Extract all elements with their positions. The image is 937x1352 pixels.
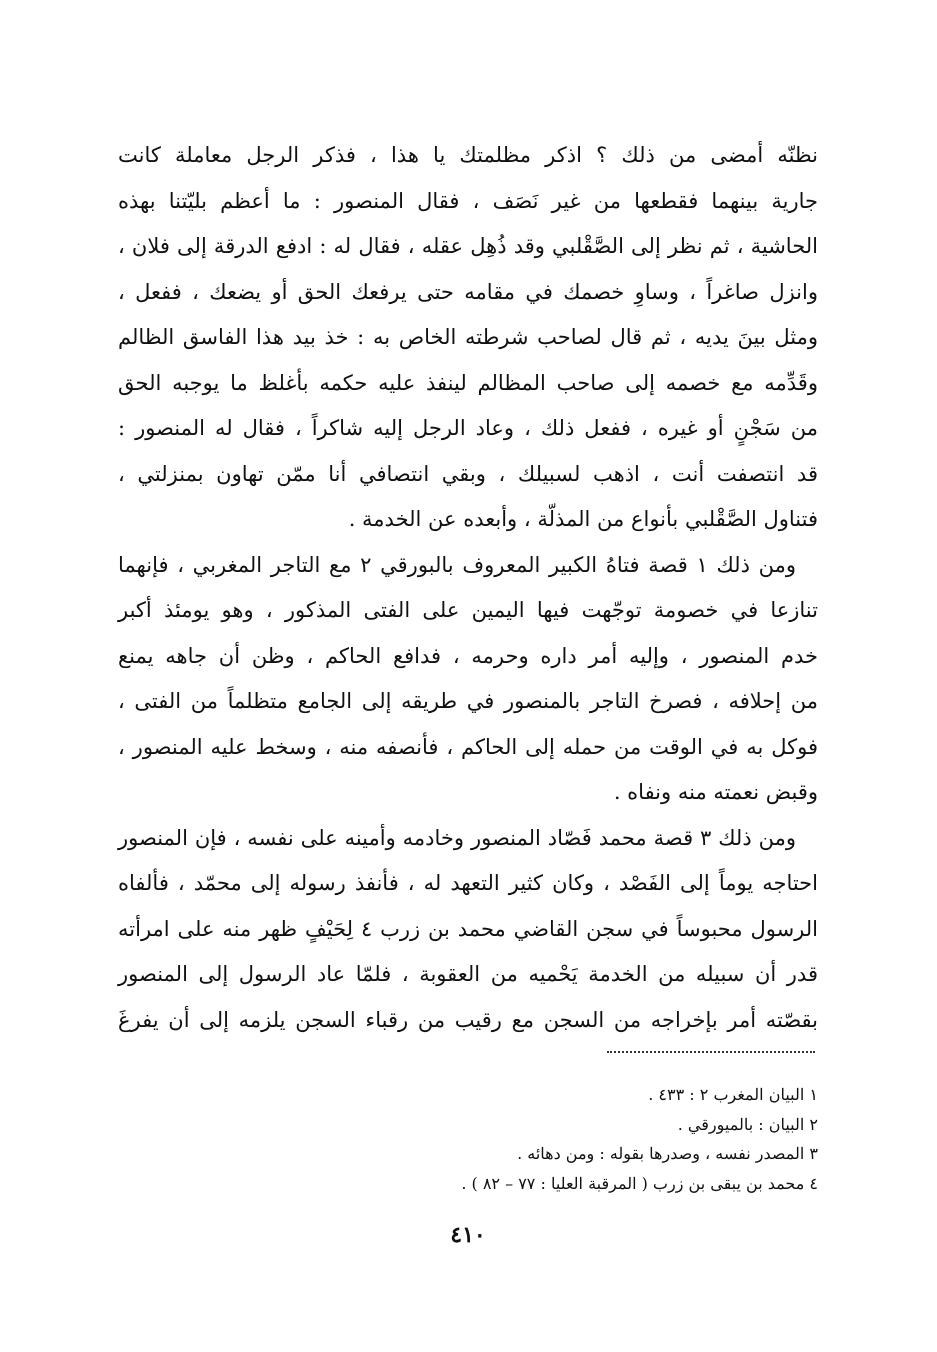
text-line: وقَدِّمه مع خصمه إلى صاحب المظالم لينفذ عليه حكمه بأغلظ ما يوجبه الحق xyxy=(118,370,818,395)
text-line: وقبض نعمته منه ونفاه . xyxy=(613,780,818,804)
text-line: الحاشية ، ثم نظر إلى الصَّقْلبي وقد ذُهِل عقله ، فقال له : ادفع الدرقة إلى فلان ، xyxy=(118,234,818,258)
text-line: جارية بينهما فقطعها من غير نَصَف ، فقال المنصور : ما أعظم بليّتنا بهذه xyxy=(118,188,818,213)
text-line: فوكل به في الوقت من حمله إلى الحاكم ، فأنصفه منه ، وسخط عليه المنصور ، xyxy=(118,734,818,759)
text-line: نظنّه أمضى من ذلك ؟ اذكر مظلمتك يا هذا ، فذكر الرجل معاملة كانت xyxy=(118,143,818,167)
text-line: خدم المنصور ، وإليه أمر داره وحرمه ، فدافع الحاكم ، وظن أن جاهه يمنع xyxy=(118,643,818,668)
text-line: من سَجْنٍ أو غيره ، ففعل ذلك ، وعاد الرجل إليه شاكراً ، فقال له المنصور : xyxy=(118,416,818,440)
text-line: ومن ذلك ١ قصة فتاهُ الكبير المعروف بالبورقي ٢ مع التاجر المغربي ، فإنهما xyxy=(118,552,796,577)
text-line: ومثل بينَ يديه ، ثم قال لصاحب شرطته الخاص به : خذ بيد هذا الفاسق الظالم xyxy=(118,325,818,349)
body-text xyxy=(118,133,818,1043)
footnote: ٤ محمد بن يبقى بن زرب ( المرقبة العليا : ٧٧ – ٨٢ ) . xyxy=(461,1173,818,1193)
page-number: ٤١٠ xyxy=(450,1222,486,1248)
footnote: ٢ البيان : بالميورقي . xyxy=(677,1114,818,1134)
footnotes xyxy=(330,1080,818,1198)
text-line: قد انتصفت أنت ، اذهب لسبيلك ، وبقي انتصافي أنا ممّن تهاون بمنزلتي ، xyxy=(118,461,818,486)
text-line: بقصّته أمر بإخراجه من السجن مع رقيب من رقباء السجن يلزمه إلى أن يفرغَ xyxy=(118,1007,818,1032)
footnote-separator xyxy=(607,1051,815,1053)
text-line: فتناول الصَّقْلبي بأنواع من المذلّة ، وأبعده عن الخدمة . xyxy=(348,507,818,531)
text-line: الرسول محبوساً في سجن القاضي محمد بن زرب ٤ لِحَيْفٍ ظهر منه على امرأته xyxy=(118,916,819,941)
text-line: وانزل صاغراً ، وساوِ خصمك في مقامه حتى يرفعك الحق أو يضعك ، ففعل ، xyxy=(118,279,818,304)
text-line: قدر أن سبيله من الخدمة يَحْميه من العقوبة ، فلمّا عاد الرسول إلى المنصور xyxy=(118,962,818,986)
text-line: ومن ذلك ٣ قصة محمد فَصّاد المنصور وخادمه وأمينه على نفسه ، فإن المنصور xyxy=(118,825,796,850)
footnote: ١ البيان المغرب ٢ : ٤٣٣ . xyxy=(648,1085,818,1104)
text-line: احتاجه يوماً إلى الفَصْد ، وكان كثير التعهد له ، فأنفذ رسوله إلى محمّد ، فألفاه xyxy=(118,871,818,895)
text-line: تنازعا في خصومة توجّهت فيها اليمين على الفتى المذكور ، وهو يومئذ أكبر xyxy=(118,598,818,622)
footnote: ٣ المصدر نفسه ، وصدرها بقوله : ومن دهائه . xyxy=(517,1144,818,1163)
text-line: من إحلافه ، فصرخ التاجر بالمنصور في طريقه إلى الجامع متظلماً من الفتى ، xyxy=(118,689,818,713)
